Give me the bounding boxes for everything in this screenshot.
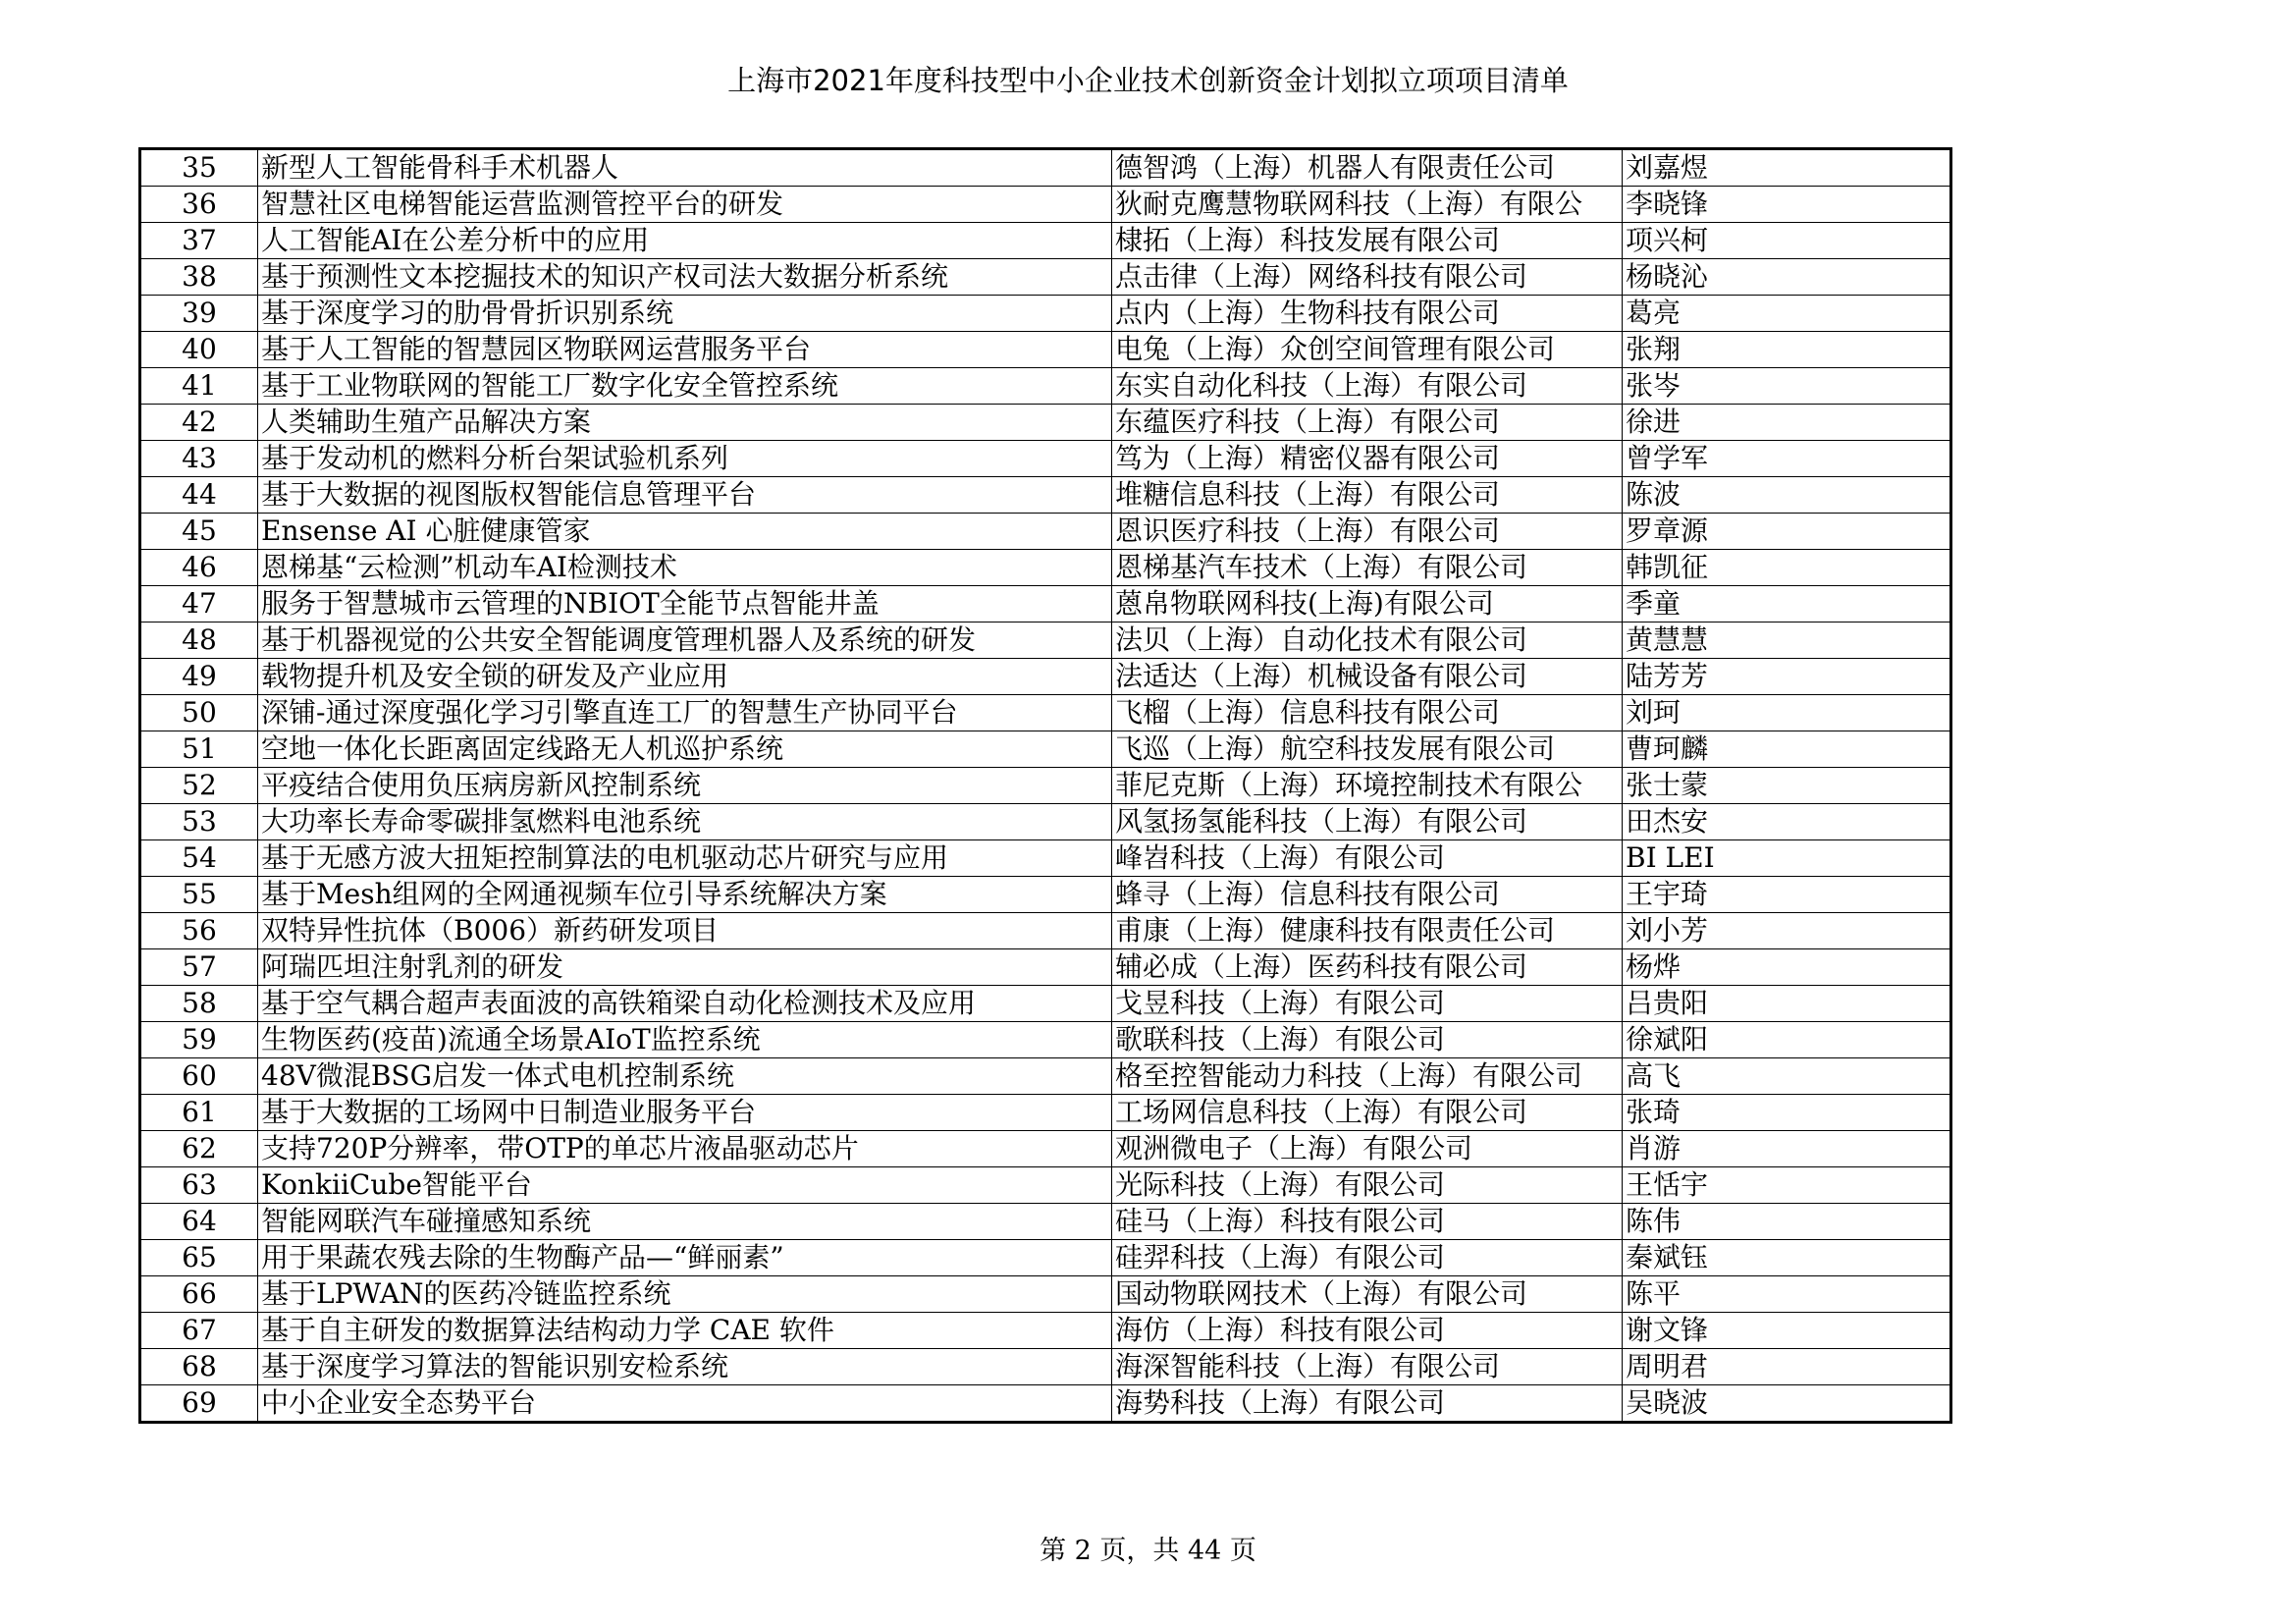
project-name-cell: 基于预测性文本挖掘技术的知识产权司法大数据分析系统 [258, 259, 1112, 296]
project-name-cell: 基于空气耦合超声表面波的高铁箱梁自动化检测技术及应用 [258, 986, 1112, 1022]
company-name-cell: 蜂寻（上海）信息科技有限公司 [1112, 877, 1623, 913]
row-number-cell: 47 [140, 586, 258, 623]
project-name-cell: 空地一体化长距离固定线路无人机巡护系统 [258, 731, 1112, 768]
row-number-cell: 40 [140, 332, 258, 368]
company-name-cell: 德智鸿（上海）机器人有限责任公司 [1112, 149, 1623, 187]
page-footer: 第 2 页，共 44 页 [1040, 1536, 1256, 1566]
table-row [140, 1204, 1951, 1240]
row-number-cell: 59 [140, 1022, 258, 1058]
contact-person-cell: 张翔 [1623, 332, 1951, 368]
table-row [140, 441, 1951, 477]
contact-person-cell: 周明君 [1623, 1349, 1951, 1385]
project-name-cell: 基于深度学习算法的智能识别安检系统 [258, 1349, 1112, 1385]
table-row [140, 550, 1951, 586]
contact-person-cell: 陈伟 [1623, 1204, 1951, 1240]
row-number-cell: 64 [140, 1204, 258, 1240]
company-name-cell: 飞榴（上海）信息科技有限公司 [1112, 695, 1623, 731]
project-name-cell: 人工智能AI在公差分析中的应用 [258, 223, 1112, 259]
company-name-cell: 点内（上海）生物科技有限公司 [1112, 296, 1623, 332]
company-name-cell: 菲尼克斯（上海）环境控制技术有限公 [1112, 768, 1623, 804]
row-number-cell: 62 [140, 1131, 258, 1167]
table-row [140, 223, 1951, 259]
page-title: 上海市2021年度科技型中小企业技术创新资金计划拟立项项目清单 [727, 64, 1569, 97]
row-number-cell: 48 [140, 623, 258, 659]
company-name-cell: 海深智能科技（上海）有限公司 [1112, 1349, 1623, 1385]
company-name-cell: 笃为（上海）精密仪器有限公司 [1112, 441, 1623, 477]
contact-person-cell: 王恬宇 [1623, 1167, 1951, 1204]
table-row [140, 623, 1951, 659]
company-name-cell: 观洲微电子（上海）有限公司 [1112, 1131, 1623, 1167]
table-row [140, 949, 1951, 986]
table-row [140, 296, 1951, 332]
company-name-cell: 棣拓（上海）科技发展有限公司 [1112, 223, 1623, 259]
project-name-cell: 服务于智慧城市云管理的NBIOT全能节点智能井盖 [258, 586, 1112, 623]
company-name-cell: 光际科技（上海）有限公司 [1112, 1167, 1623, 1204]
project-name-cell: 阿瑞匹坦注射乳剂的研发 [258, 949, 1112, 986]
project-name-cell: 新型人工智能骨科手术机器人 [258, 149, 1112, 187]
row-number-cell: 60 [140, 1058, 258, 1095]
table-row [140, 877, 1951, 913]
contact-person-cell: 吴晓波 [1623, 1385, 1951, 1423]
contact-person-cell: 杨烨 [1623, 949, 1951, 986]
table-row [140, 1349, 1951, 1385]
row-number-cell: 38 [140, 259, 258, 296]
project-name-cell: 基于大数据的工场网中日制造业服务平台 [258, 1095, 1112, 1131]
table-row [140, 731, 1951, 768]
table-row [140, 332, 1951, 368]
company-name-cell: 法贝（上海）自动化技术有限公司 [1112, 623, 1623, 659]
company-name-cell: 甫康（上海）健康科技有限责任公司 [1112, 913, 1623, 949]
table-row [140, 659, 1951, 695]
table-row [140, 514, 1951, 550]
project-name-cell: 基于自主研发的数据算法结构动力学 CAE 软件 [258, 1313, 1112, 1349]
project-name-cell: 基于LPWAN的医药冷链监控系统 [258, 1276, 1112, 1313]
table-row [140, 768, 1951, 804]
company-name-cell: 电兔（上海）众创空间管理有限公司 [1112, 332, 1623, 368]
project-name-cell: 深铺-通过深度强化学习引擎直连工厂的智慧生产协同平台 [258, 695, 1112, 731]
row-number-cell: 52 [140, 768, 258, 804]
table-row [140, 259, 1951, 296]
project-name-cell: 支持720P分辨率，带OTP的单芯片液晶驱动芯片 [258, 1131, 1112, 1167]
contact-person-cell: 王宇琦 [1623, 877, 1951, 913]
row-number-cell: 58 [140, 986, 258, 1022]
project-name-cell: 基于深度学习的肋骨骨折识别系统 [258, 296, 1112, 332]
contact-person-cell: 韩凯征 [1623, 550, 1951, 586]
row-number-cell: 53 [140, 804, 258, 840]
table-row [140, 804, 1951, 840]
row-number-cell: 67 [140, 1313, 258, 1349]
contact-person-cell: 罗章源 [1623, 514, 1951, 550]
table-row [140, 695, 1951, 731]
company-name-cell: 硅羿科技（上海）有限公司 [1112, 1240, 1623, 1276]
project-name-cell: 智能网联汽车碰撞感知系统 [258, 1204, 1112, 1240]
project-name-cell: 基于无感方波大扭矩控制算法的电机驱动芯片研究与应用 [258, 840, 1112, 877]
project-name-cell: 48V微混BSG启发一体式电机控制系统 [258, 1058, 1112, 1095]
project-name-cell: 用于果蔬农残去除的生物酶产品—“鲜丽素” [258, 1240, 1112, 1276]
project-table [138, 147, 1952, 1424]
project-name-cell: 人类辅助生殖产品解决方案 [258, 405, 1112, 441]
contact-person-cell: 黄慧慧 [1623, 623, 1951, 659]
project-name-cell: 基于Mesh组网的全网通视频车位引导系统解决方案 [258, 877, 1112, 913]
contact-person-cell: 刘小芳 [1623, 913, 1951, 949]
project-name-cell: 基于工业物联网的智能工厂数字化安全管控系统 [258, 368, 1112, 405]
table-row [140, 1022, 1951, 1058]
project-name-cell: 智慧社区电梯智能运营监测管控平台的研发 [258, 187, 1112, 223]
project-name-cell: 生物医药(疫苗)流通全场景AIoT监控系统 [258, 1022, 1112, 1058]
row-number-cell: 63 [140, 1167, 258, 1204]
contact-person-cell: 张士蒙 [1623, 768, 1951, 804]
contact-person-cell: 项兴柯 [1623, 223, 1951, 259]
table-row [140, 1167, 1951, 1204]
row-number-cell: 36 [140, 187, 258, 223]
row-number-cell: 66 [140, 1276, 258, 1313]
company-name-cell: 东蕴医疗科技（上海）有限公司 [1112, 405, 1623, 441]
company-name-cell: 辅必成（上海）医药科技有限公司 [1112, 949, 1623, 986]
row-number-cell: 49 [140, 659, 258, 695]
table-row [140, 1313, 1951, 1349]
company-name-cell: 飞巡（上海）航空科技发展有限公司 [1112, 731, 1623, 768]
table-row [140, 368, 1951, 405]
table-row [140, 1095, 1951, 1131]
contact-person-cell: 秦斌钰 [1623, 1240, 1951, 1276]
project-name-cell: 恩梯基“云检测”机动车AI检测技术 [258, 550, 1112, 586]
contact-person-cell: 吕贵阳 [1623, 986, 1951, 1022]
project-name-cell: 基于大数据的视图版权智能信息管理平台 [258, 477, 1112, 514]
contact-person-cell: 陈波 [1623, 477, 1951, 514]
company-name-cell: 工场网信息科技（上海）有限公司 [1112, 1095, 1623, 1131]
row-number-cell: 45 [140, 514, 258, 550]
project-name-cell: 中小企业安全态势平台 [258, 1385, 1112, 1423]
table-row [140, 1058, 1951, 1095]
company-name-cell: 法适达（上海）机械设备有限公司 [1112, 659, 1623, 695]
contact-person-cell: 刘珂 [1623, 695, 1951, 731]
company-name-cell: 格至控智能动力科技（上海）有限公司 [1112, 1058, 1623, 1095]
company-name-cell: 戈昱科技（上海）有限公司 [1112, 986, 1623, 1022]
contact-person-cell: 陈平 [1623, 1276, 1951, 1313]
row-number-cell: 68 [140, 1349, 258, 1385]
row-number-cell: 57 [140, 949, 258, 986]
contact-person-cell: 田杰安 [1623, 804, 1951, 840]
contact-person-cell: 李晓锋 [1623, 187, 1951, 223]
table-row [140, 1385, 1951, 1423]
contact-person-cell: 徐进 [1623, 405, 1951, 441]
contact-person-cell: 季童 [1623, 586, 1951, 623]
row-number-cell: 50 [140, 695, 258, 731]
project-name-cell: 基于发动机的燃料分析台架试验机系列 [258, 441, 1112, 477]
project-name-cell: 载物提升机及安全锁的研发及产业应用 [258, 659, 1112, 695]
contact-person-cell: 杨晓沁 [1623, 259, 1951, 296]
table-row [140, 477, 1951, 514]
company-name-cell: 恩梯基汽车技术（上海）有限公司 [1112, 550, 1623, 586]
company-name-cell: 风氢扬氢能科技（上海）有限公司 [1112, 804, 1623, 840]
table-row [140, 149, 1951, 187]
table-row [140, 405, 1951, 441]
contact-person-cell: 陆芳芳 [1623, 659, 1951, 695]
company-name-cell: 海势科技（上海）有限公司 [1112, 1385, 1623, 1423]
row-number-cell: 44 [140, 477, 258, 514]
contact-person-cell: 肖游 [1623, 1131, 1951, 1167]
table-row [140, 840, 1951, 877]
contact-person-cell: 刘嘉煜 [1623, 149, 1951, 187]
table-row [140, 187, 1951, 223]
table-body [140, 149, 1951, 1423]
company-name-cell: 硅马（上海）科技有限公司 [1112, 1204, 1623, 1240]
row-number-cell: 69 [140, 1385, 258, 1423]
project-name-cell: KonkiiCube智能平台 [258, 1167, 1112, 1204]
table-row [140, 1276, 1951, 1313]
company-name-cell: 点击律（上海）网络科技有限公司 [1112, 259, 1623, 296]
row-number-cell: 35 [140, 149, 258, 187]
contact-person-cell: 张琦 [1623, 1095, 1951, 1131]
project-name-cell: 平疫结合使用负压病房新风控制系统 [258, 768, 1112, 804]
table-row [140, 586, 1951, 623]
company-name-cell: 东实自动化科技（上海）有限公司 [1112, 368, 1623, 405]
row-number-cell: 56 [140, 913, 258, 949]
contact-person-cell: 张岑 [1623, 368, 1951, 405]
row-number-cell: 61 [140, 1095, 258, 1131]
project-name-cell: 基于人工智能的智慧园区物联网运营服务平台 [258, 332, 1112, 368]
contact-person-cell: 高飞 [1623, 1058, 1951, 1095]
company-name-cell: 峰岧科技（上海）有限公司 [1112, 840, 1623, 877]
project-name-cell: 基于机器视觉的公共安全智能调度管理机器人及系统的研发 [258, 623, 1112, 659]
company-name-cell: 歌联科技（上海）有限公司 [1112, 1022, 1623, 1058]
company-name-cell: 恩识医疗科技（上海）有限公司 [1112, 514, 1623, 550]
contact-person-cell: 徐斌阳 [1623, 1022, 1951, 1058]
row-number-cell: 43 [140, 441, 258, 477]
company-name-cell: 国动物联网技术（上海）有限公司 [1112, 1276, 1623, 1313]
company-name-cell: 狄耐克鹰慧物联网科技（上海）有限公 [1112, 187, 1623, 223]
row-number-cell: 51 [140, 731, 258, 768]
contact-person-cell: 曾学军 [1623, 441, 1951, 477]
table-row [140, 1240, 1951, 1276]
row-number-cell: 55 [140, 877, 258, 913]
project-name-cell: 大功率长寿命零碳排氢燃料电池系统 [258, 804, 1112, 840]
contact-person-cell: 曹珂麟 [1623, 731, 1951, 768]
table-row [140, 913, 1951, 949]
table-row [140, 986, 1951, 1022]
contact-person-cell: 葛亮 [1623, 296, 1951, 332]
row-number-cell: 37 [140, 223, 258, 259]
row-number-cell: 54 [140, 840, 258, 877]
row-number-cell: 42 [140, 405, 258, 441]
company-name-cell: 海仿（上海）科技有限公司 [1112, 1313, 1623, 1349]
company-name-cell: 堆糖信息科技（上海）有限公司 [1112, 477, 1623, 514]
company-name-cell: 蒽帛物联网科技(上海)有限公司 [1112, 586, 1623, 623]
row-number-cell: 39 [140, 296, 258, 332]
row-number-cell: 46 [140, 550, 258, 586]
row-number-cell: 65 [140, 1240, 258, 1276]
row-number-cell: 41 [140, 368, 258, 405]
contact-person-cell: BI LEI [1623, 840, 1951, 877]
contact-person-cell: 谢文锋 [1623, 1313, 1951, 1349]
project-name-cell: 双特异性抗体（B006）新药研发项目 [258, 913, 1112, 949]
project-name-cell: Ensense AI 心脏健康管家 [258, 514, 1112, 550]
table-row [140, 1131, 1951, 1167]
